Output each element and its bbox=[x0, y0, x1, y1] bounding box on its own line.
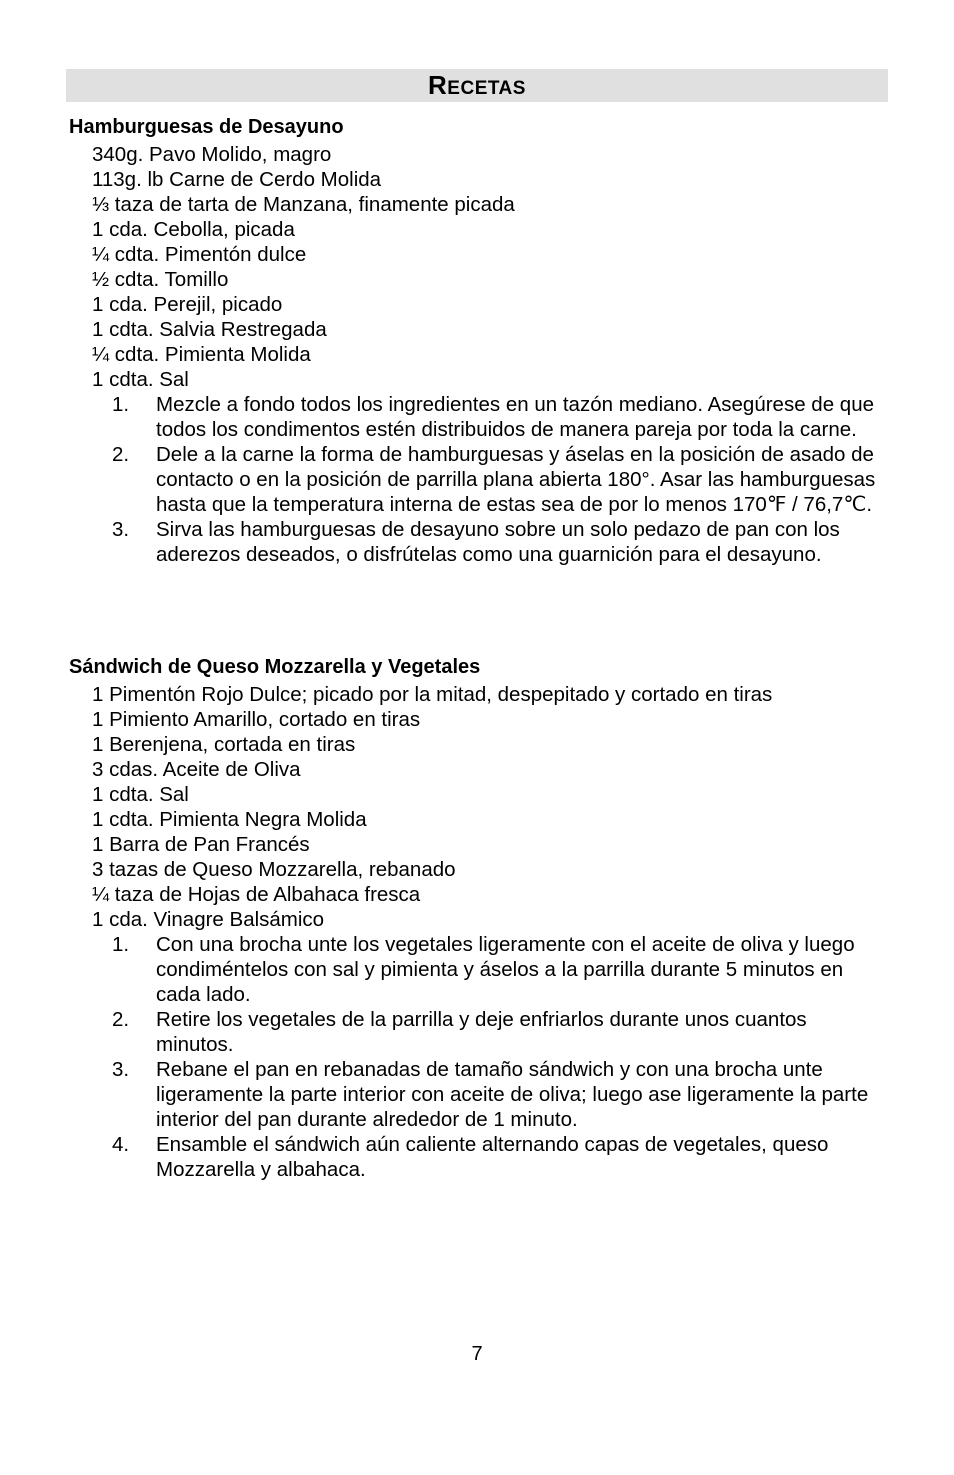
ingredient-item: 1 Berenjena, cortada en tiras bbox=[92, 733, 356, 756]
section-title-rest: ECETAS bbox=[447, 78, 526, 99]
step-number: 2. bbox=[112, 443, 130, 466]
ingredient-item: 1 cda. Vinagre Balsámico bbox=[92, 908, 325, 931]
ingredient-item: 1 Barra de Pan Francés bbox=[92, 833, 310, 856]
step-item bbox=[0, 517, 954, 567]
ingredient-item: 113g. lb Carne de Cerdo Molida bbox=[92, 168, 382, 191]
section-title-initial: R bbox=[428, 70, 448, 100]
section-header-bar bbox=[66, 69, 888, 102]
ingredient-item: 1 cdta. Pimienta Negra Molida bbox=[92, 808, 367, 831]
step-text: Mezcle a fondo todos los ingredientes en un tazón mediano. Asegúrese de que todos los condimentos estén distribuidos de manera pareja por toda la carne. bbox=[156, 393, 874, 441]
step-number: 1. bbox=[112, 393, 130, 416]
step-item bbox=[0, 1132, 954, 1182]
ingredient-item: 340g. Pavo Molido, magro bbox=[92, 143, 332, 166]
ingredient-item: ⅓ taza de tarta de Manzana, finamente picada bbox=[92, 193, 515, 216]
step-text: Ensamble el sándwich aún caliente alternando capas de vegetales, queso Mozzarella y albahaca. bbox=[156, 1133, 829, 1181]
step-text: Retire los vegetales de la parrilla y deje enfriarlos durante unos cuantos minutos. bbox=[156, 1008, 807, 1056]
ingredient-item: 1 Pimentón Rojo Dulce; picado por la mitad, despepitado y cortado en tiras bbox=[92, 683, 773, 706]
ingredient-item: 3 tazas de Queso Mozzarella, rebanado bbox=[92, 858, 456, 881]
section-title bbox=[428, 69, 526, 105]
ingredient-item: ¼ cdta. Pimentón dulce bbox=[92, 243, 307, 266]
step-number: 4. bbox=[112, 1133, 130, 1156]
recipe-2-ingredients bbox=[92, 682, 772, 932]
step-item bbox=[0, 1057, 954, 1132]
ingredient-item: 1 cda. Cebolla, picada bbox=[92, 218, 295, 241]
step-number: 2. bbox=[112, 1008, 130, 1031]
ingredient-item: ¼ cdta. Pimienta Molida bbox=[92, 343, 311, 366]
step-text: Rebane el pan en rebanadas de tamaño sándwich y con una brocha unte ligeramente la parte interior con aceite de oliva; luego ase ligeramente la parte interior del pan durante alrededor de 1 minuto. bbox=[156, 1058, 869, 1131]
ingredient-item: 1 cdta. Sal bbox=[92, 783, 189, 806]
step-text: Dele a la carne la forma de hamburguesas y áselas en la posición de asado de contacto o en la posición de parrilla plana abierta 180°. Asar las hamburguesas hasta que la temperatura interna de estas sea de por lo menos 170℉ / 76,7℃. bbox=[156, 443, 876, 516]
page-number: 7 bbox=[471, 1343, 483, 1365]
step-item bbox=[0, 932, 954, 1007]
recipe-1-ingredients bbox=[92, 142, 515, 392]
step-item bbox=[0, 1007, 954, 1057]
recipe-2-title: Sándwich de Queso Mozzarella y Vegetales bbox=[69, 656, 481, 678]
recipe-2-steps bbox=[0, 932, 954, 1182]
recipe-1-steps bbox=[0, 392, 954, 567]
recipe-1-title: Hamburguesas de Desayuno bbox=[69, 116, 344, 138]
ingredient-item: 1 cda. Perejil, picado bbox=[92, 293, 283, 316]
ingredient-item: 1 Pimiento Amarillo, cortado en tiras bbox=[92, 708, 421, 731]
ingredient-item: ¼ taza de Hojas de Albahaca fresca bbox=[92, 883, 421, 906]
ingredient-item: 1 cdta. Sal bbox=[92, 368, 189, 391]
ingredient-item: ½ cdta. Tomillo bbox=[92, 268, 229, 291]
step-item bbox=[0, 392, 954, 442]
step-number: 3. bbox=[112, 518, 130, 541]
ingredient-item: 3 cdas. Aceite de Oliva bbox=[92, 758, 301, 781]
ingredient-item: 1 cdta. Salvia Restregada bbox=[92, 318, 327, 341]
step-number: 1. bbox=[112, 933, 130, 956]
step-text: Con una brocha unte los vegetales ligeramente con el aceite de oliva y luego condiméntelos con sal y pimienta y áselos a la parrilla durante 5 minutos en cada lado. bbox=[156, 933, 855, 1006]
step-text: Sirva las hamburguesas de desayuno sobre un solo pedazo de pan con los aderezos deseados, o disfrútelas como una guarnición para el desayuno. bbox=[156, 518, 840, 566]
step-item bbox=[0, 442, 954, 517]
step-number: 3. bbox=[112, 1058, 130, 1081]
